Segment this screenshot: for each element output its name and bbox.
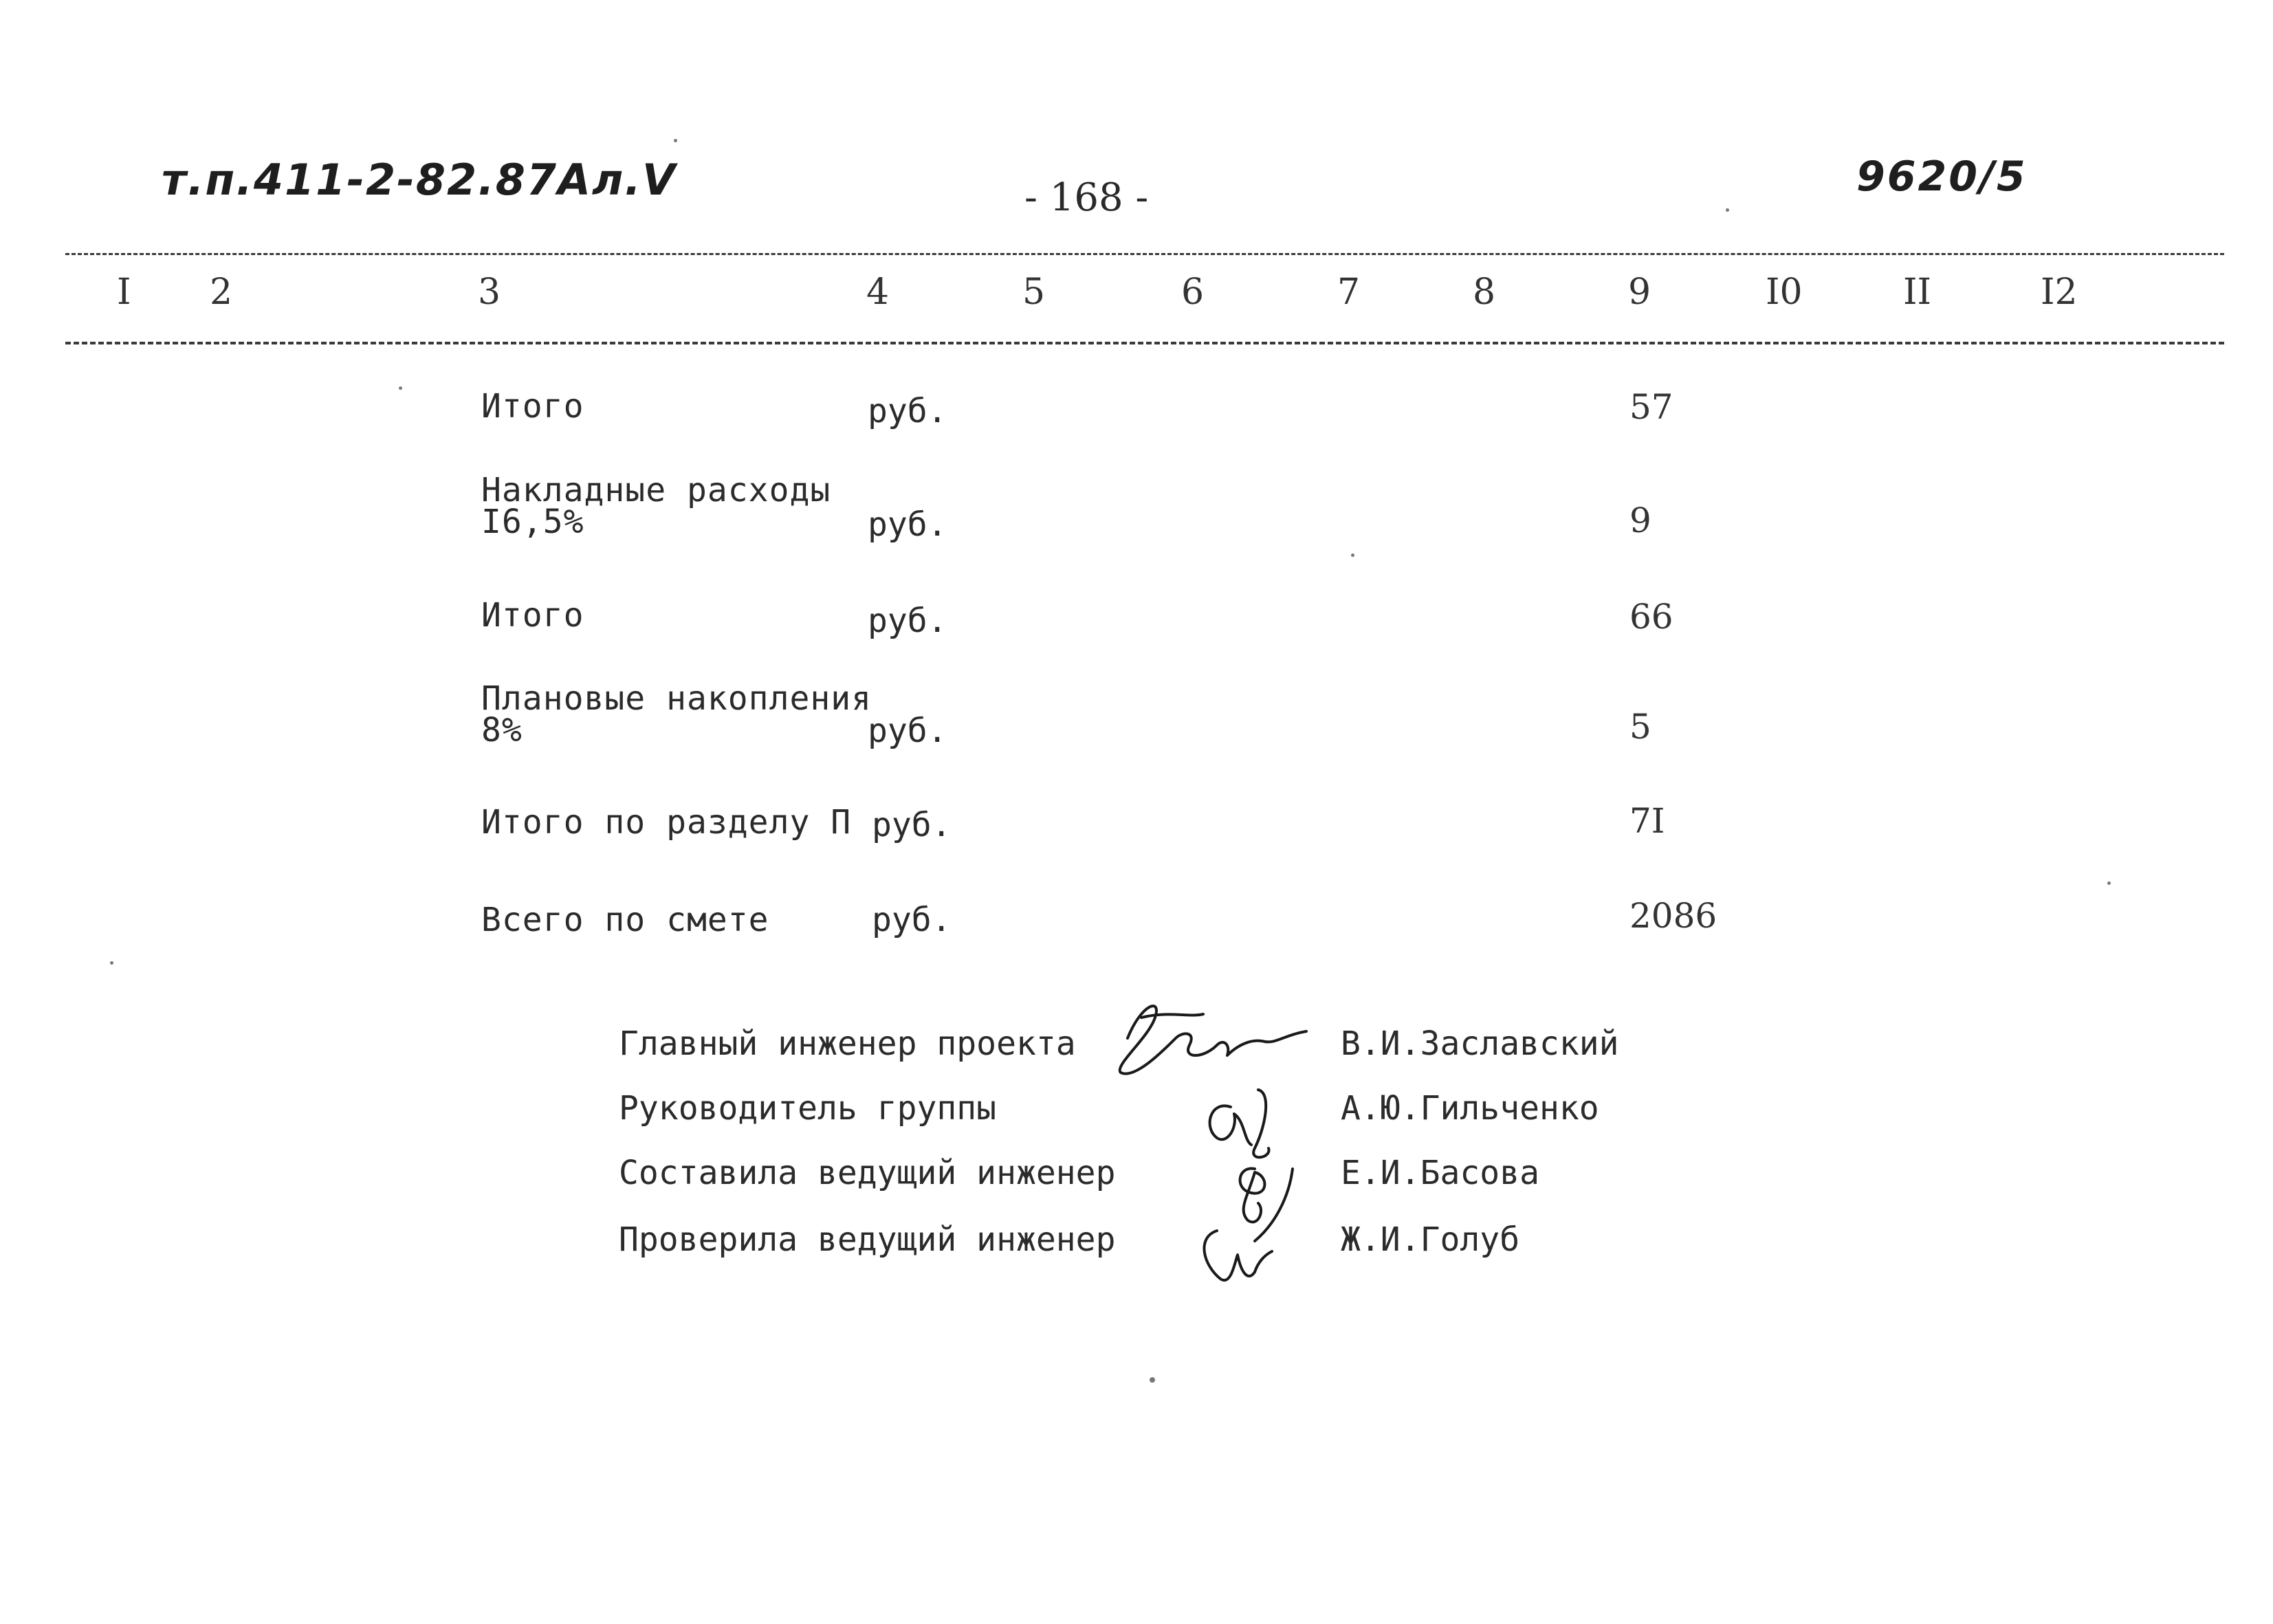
signature-title: Проверила ведущий инженер <box>619 1220 1116 1259</box>
row-unit: руб. <box>872 806 952 844</box>
column-number: I0 <box>1766 272 1803 313</box>
page-number: - 168 - <box>1024 175 1149 220</box>
row-label: Всего по смете <box>481 901 769 939</box>
column-number: I2 <box>2041 272 2078 313</box>
signatory-name: Е.И.Басова <box>1341 1154 1539 1192</box>
scan-speck <box>1726 208 1729 212</box>
row-value: 7I <box>1629 801 1665 841</box>
row-label-line2: I6,5% <box>481 503 584 541</box>
signature-title: Главный инженер проекта <box>619 1024 1076 1063</box>
row-label <box>481 471 831 541</box>
scan-speck <box>1351 553 1354 557</box>
column-number: 2 <box>210 272 233 313</box>
row-label <box>481 679 872 749</box>
row-label: Итого по разделу П <box>481 803 852 842</box>
signature-title: Руководитель группы <box>619 1089 997 1128</box>
row-label-line1: Плановые накопления <box>481 679 872 718</box>
scan-speck <box>2107 881 2111 885</box>
row-value: 57 <box>1629 387 1673 427</box>
row-value: 2086 <box>1629 896 1717 936</box>
row-unit: руб. <box>872 901 952 939</box>
row-label: Итого <box>481 596 584 635</box>
document-code: т.п.411-2-82.87Ал.V <box>162 155 677 205</box>
column-number: 3 <box>478 272 501 313</box>
header-rule-bottom <box>65 342 2224 344</box>
row-unit: руб. <box>868 392 947 430</box>
row-unit: руб. <box>868 712 947 750</box>
handwritten-signatures <box>1100 990 1348 1299</box>
signature-title: Составила ведущий инженер <box>619 1154 1116 1192</box>
column-number: 9 <box>1628 272 1651 313</box>
row-label-line2: 8% <box>481 711 523 749</box>
scan-speck <box>1150 1377 1155 1383</box>
scan-speck <box>110 961 113 965</box>
row-value: 5 <box>1629 707 1651 747</box>
signatory-name: А.Ю.Гильченко <box>1341 1089 1599 1128</box>
column-number: II <box>1903 272 1932 313</box>
signatory-name: Ж.И.Голуб <box>1341 1220 1520 1259</box>
row-value: 9 <box>1629 501 1651 540</box>
row-label-line1: Накладные расходы <box>481 471 831 509</box>
column-number: 8 <box>1473 272 1496 313</box>
row-unit: руб. <box>868 505 947 544</box>
column-number: 6 <box>1181 272 1205 313</box>
column-number: 7 <box>1337 272 1361 313</box>
column-number: I <box>117 272 131 313</box>
inventory-number: 9620/5 <box>1856 153 2028 201</box>
column-number: 4 <box>866 272 890 313</box>
row-unit: руб. <box>868 602 947 640</box>
scan-speck <box>674 139 677 142</box>
header-rule-top <box>65 253 2224 255</box>
scan-speck <box>399 386 402 390</box>
signatory-name: В.И.Заславский <box>1341 1024 1619 1063</box>
row-label: Итого <box>481 387 584 426</box>
row-value: 66 <box>1629 597 1673 637</box>
column-number: 5 <box>1022 272 1046 313</box>
